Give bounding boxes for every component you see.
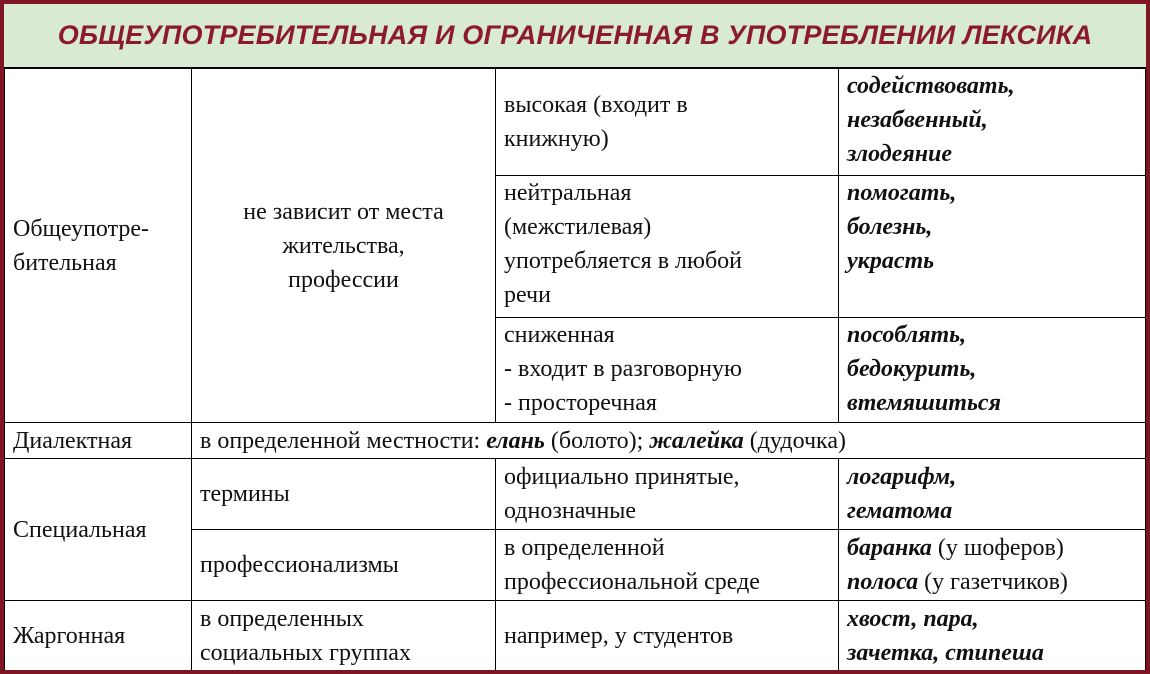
kind-text: нейтральная [504, 180, 632, 206]
desc-text: однозначные [504, 498, 637, 524]
example-note: (у шоферов) [931, 535, 1064, 561]
example-word: незабвенный, [847, 107, 988, 133]
example-word: полоса [847, 569, 919, 595]
example-word: зачетка, стипеша [847, 639, 1044, 666]
category-cell-jargon: Жаргонная [5, 601, 192, 671]
special-desc-cell [496, 459, 839, 530]
dialect-text: (болото); [544, 427, 650, 454]
examples-cell [839, 530, 1146, 601]
example-word: жалейка [649, 427, 744, 454]
table-row [5, 459, 1146, 530]
sphere-text: жительства, [282, 232, 405, 259]
kind-text: сниженная [504, 322, 615, 348]
slide [4, 4, 1146, 670]
dialect-text: в определенной местности: [200, 427, 487, 454]
table-row [5, 423, 1146, 459]
example-word: хвост, пара, [847, 605, 979, 632]
sphere-text: не зависит от места [243, 198, 444, 225]
category-label: бительная [13, 249, 117, 276]
desc-text: официально принятые, [504, 464, 740, 490]
kind-cell [496, 69, 839, 176]
example-word: пособлять, [847, 322, 967, 348]
kind-cell [496, 318, 839, 423]
jargon-sphere-cell [192, 601, 496, 671]
example-word: логарифм, [847, 464, 957, 490]
example-word: баранка [847, 535, 932, 561]
dialect-description [192, 423, 1146, 459]
example-word: бедокурить, [847, 356, 977, 382]
special-desc-cell [496, 530, 839, 601]
sphere-text: профессии [288, 266, 399, 293]
table-row [5, 69, 1146, 176]
example-word: содействовать, [847, 73, 1015, 99]
example-word: болезнь, [847, 214, 933, 240]
example-note: (у газетчиков) [918, 569, 1068, 595]
example-word: украсть [847, 248, 935, 274]
examples-cell [839, 318, 1146, 423]
jargon-desc-cell: например, у студентов [496, 601, 839, 671]
kind-text: высокая (входит в [504, 92, 688, 118]
sphere-text: в определенных [200, 605, 364, 632]
kind-text: употребляется в любой [504, 248, 743, 274]
sphere-text: социальных группах [200, 639, 411, 666]
examples-cell [839, 459, 1146, 530]
table-row [5, 601, 1146, 671]
category-label: Общеупотре- [13, 215, 150, 242]
examples-cell [839, 601, 1146, 671]
category-cell-common [5, 69, 192, 423]
example-line [847, 531, 1137, 565]
example-word: помогать, [847, 180, 957, 206]
dialect-text: (дудочка) [743, 427, 846, 454]
example-word: гематома [847, 498, 953, 524]
example-word: втемяшиться [847, 390, 1001, 416]
example-line [847, 565, 1137, 599]
example-word: елань [486, 427, 545, 454]
category-cell-dialect: Диалектная [5, 423, 192, 459]
desc-text: профессиональной среде [504, 569, 760, 595]
desc-text: в определенной [504, 535, 665, 561]
category-cell-special: Специальная [5, 459, 192, 601]
kind-text: (межстилевая) [504, 214, 652, 240]
kind-text: книжную) [504, 126, 609, 152]
examples-cell [839, 176, 1146, 318]
example-word: злодеяние [847, 141, 953, 167]
kind-cell [496, 176, 839, 318]
kind-text: - входит в разговорную [504, 356, 742, 382]
lexicon-table [4, 68, 1146, 670]
page-title: ОБЩЕУПОТРЕБИТЕЛЬНАЯ И ОГРАНИЧЕННАЯ В УПОТРЕБЛЕНИИ ЛЕКСИКА [4, 4, 1146, 68]
kind-text: - просторечная [504, 390, 657, 416]
kind-text: речи [504, 282, 551, 308]
special-type-cell: профессионализмы [192, 530, 496, 601]
examples-cell [839, 69, 1146, 176]
sphere-cell-common [192, 69, 496, 423]
special-type-cell: термины [192, 459, 496, 530]
